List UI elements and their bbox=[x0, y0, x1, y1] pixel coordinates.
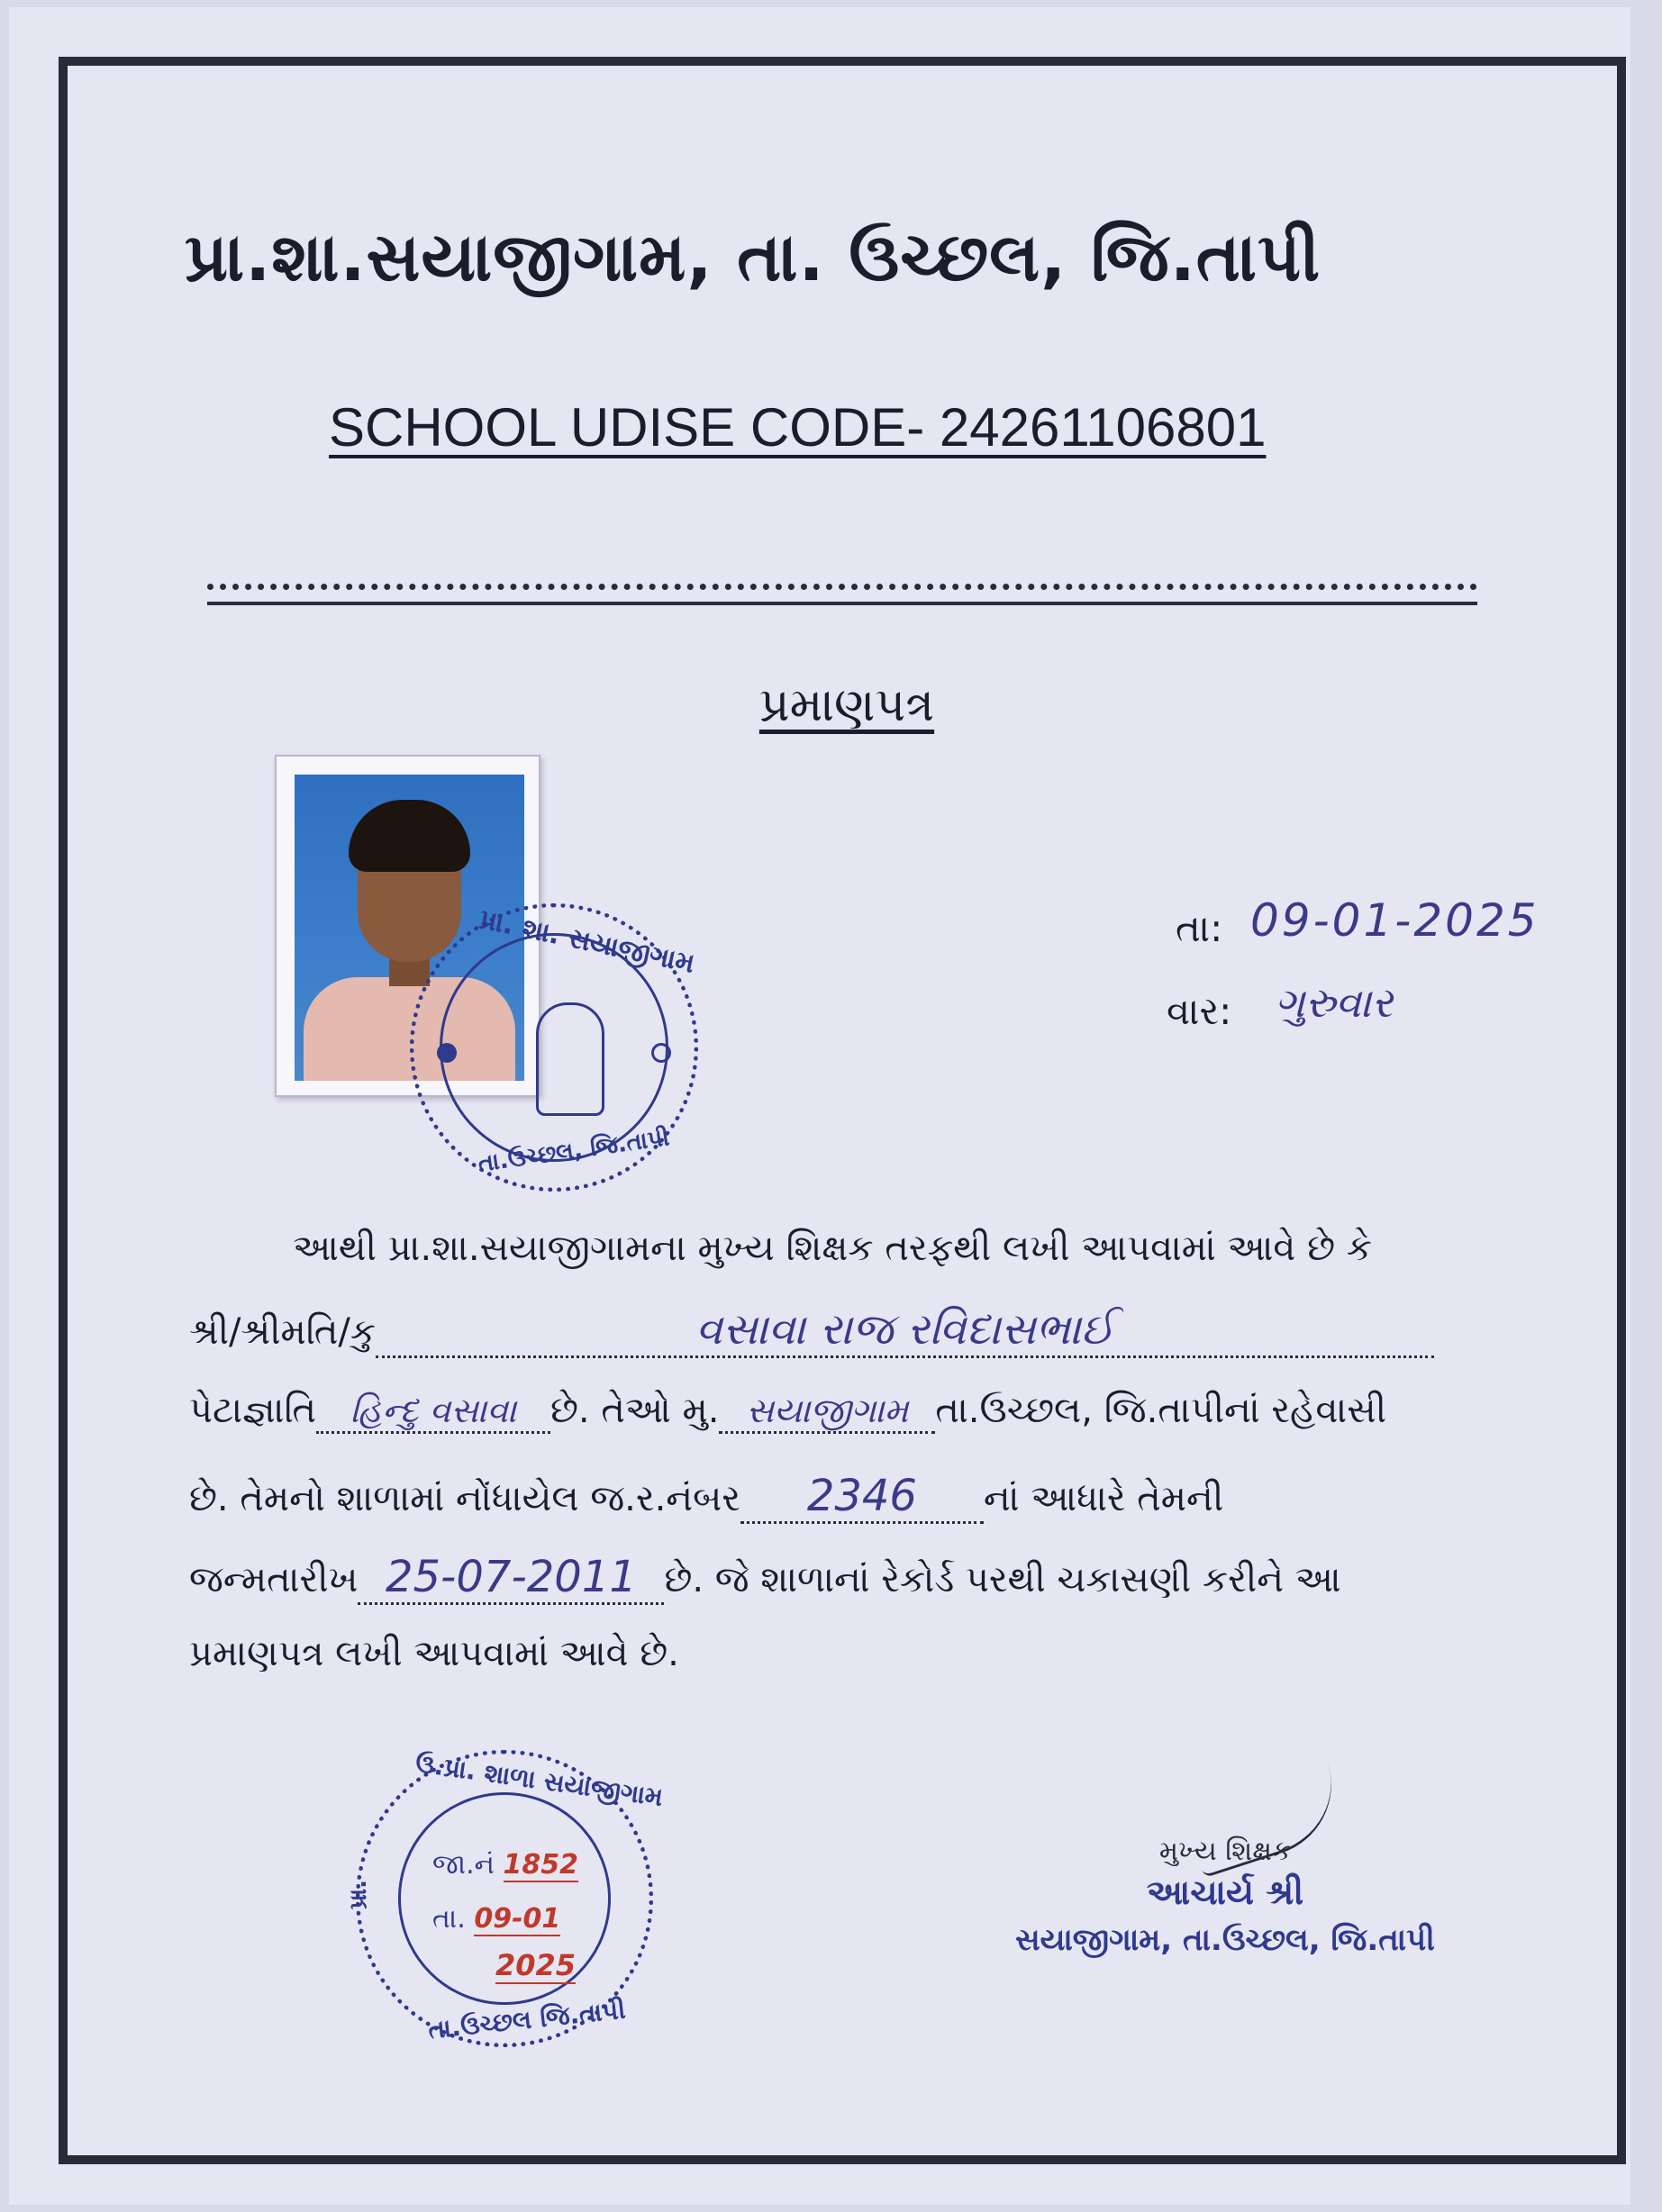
signature-place: સયાજીગામ, તા.ઉચ્છલ, જિ.તાપી bbox=[1015, 1922, 1435, 1958]
student-name-value: વસાવા રાજ રવિદાસભાઈ bbox=[695, 1304, 1115, 1355]
office-inward-stamp: ઉ.પ્રા. શાળા સયાજીગામ પ્રા. તા.ઉચ્છલ જિ.તાપી જા.નં 1852 તા. 09-01 2025 bbox=[356, 1750, 653, 2047]
dob-value: 25-07-2011 bbox=[385, 1552, 637, 1602]
body-line-intro: આથી પ્રા.શા.સયાજીગામના મુખ્ય શિક્ષક તરફથી લખી આપવામાં આવે છે કે bbox=[293, 1228, 1372, 1269]
body-line-name bbox=[189, 1304, 1486, 1358]
signature-block bbox=[982, 1836, 1468, 1958]
body-line-caste: પેટાજ્ઞાતિ હિન્દુ વસાવા છે. તેઓ મુ. સયાજીગામ તા.ઉચ્છલ, જિ.તાપીનાં રહેવાસી bbox=[189, 1390, 1486, 1434]
stamp-date: 09-01 bbox=[474, 1903, 561, 1935]
udise-code: SCHOOL UDISE CODE- 24261106801 bbox=[329, 397, 1267, 458]
dob-label: જન્મતારીખ bbox=[189, 1559, 359, 1600]
deity-emblem-icon bbox=[536, 1002, 604, 1116]
school-name-heading: પ્રા.શા.સયાજીગામ, તા. ઉચ્છલ, જિ.તાપી bbox=[185, 219, 1321, 296]
register-number-value: 2346 bbox=[806, 1471, 917, 1521]
certificate-page bbox=[9, 7, 1630, 2205]
village-value: સયાજીગામ bbox=[746, 1391, 909, 1430]
dotted-divider bbox=[207, 584, 1477, 605]
day-label: વાર: bbox=[1167, 989, 1232, 1033]
day-value: ગુરુવાર bbox=[1275, 978, 1394, 1027]
name-field bbox=[376, 1304, 1434, 1358]
inward-number: 1852 bbox=[503, 1849, 579, 1881]
seal-bottom-text: તા.ઉચ્છલ, જિ.તાપી bbox=[476, 1124, 672, 1178]
caste-value: હિન્દુ વસાવા bbox=[350, 1391, 517, 1430]
body-line-dob: જન્મતારીખ 25-07-2011 છે. જે શાળાનાં રેકોર્ડ પરથી ચકાસણી કરીને આ bbox=[189, 1552, 1486, 1605]
designation-small: મુખ્ય શિક્ષક bbox=[1158, 1836, 1292, 1867]
seal-top-text: પ્રા. શા. સયાજીગામ bbox=[477, 903, 698, 980]
date-label: તા: bbox=[1176, 906, 1223, 950]
stamp-year: 2025 bbox=[495, 1948, 577, 1982]
certificate-title: પ્રમાણપત્ર bbox=[758, 678, 935, 732]
school-seal-on-photo bbox=[410, 903, 698, 1192]
body-line-closing: પ્રમાણપત્ર લખી આપવામાં આવે છે. bbox=[189, 1633, 679, 1674]
body-line-register: છે. તેમનો શાળામાં નોંધાયેલ જ.ર.નંબર 2346 નાં આધારે તેમની bbox=[189, 1471, 1486, 1524]
date-value: 09-01-2025 bbox=[1250, 894, 1539, 947]
name-label: શ્રી/શ્રીમતિ/કુ bbox=[189, 1311, 377, 1353]
designation: આચાર્ય શ્રી bbox=[1146, 1872, 1304, 1912]
caste-label: પેટાજ્ઞાતિ bbox=[189, 1390, 316, 1431]
